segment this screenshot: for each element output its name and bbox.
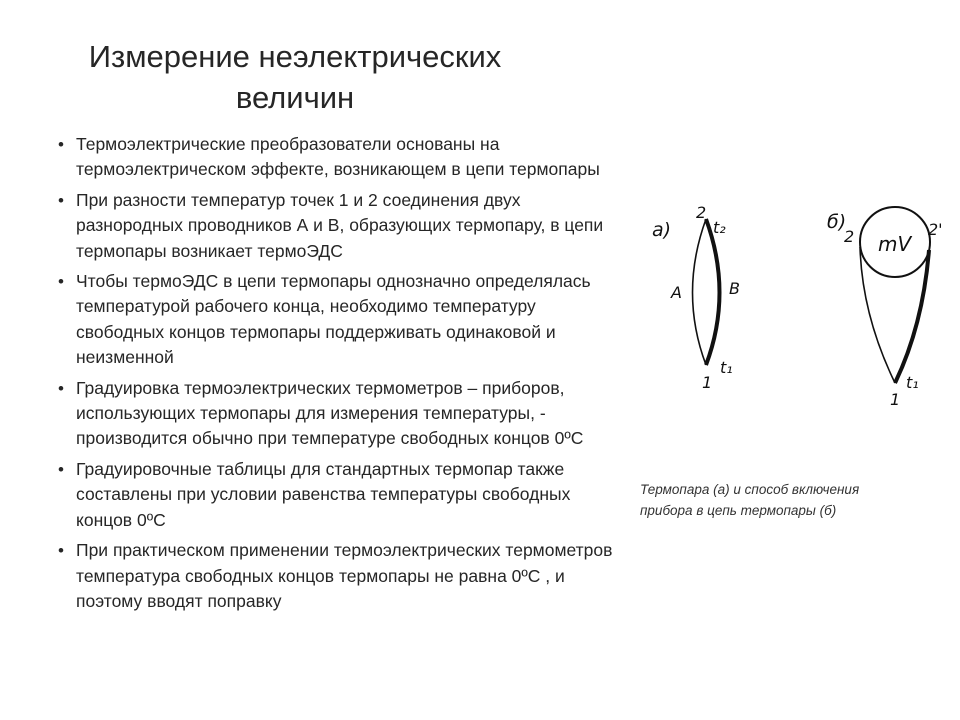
bullet-marker: •	[58, 541, 64, 561]
bullet-item	[58, 132, 628, 183]
slide-title-line-2: величин	[235, 80, 355, 115]
bullet-marker: •	[58, 459, 64, 479]
bullet-item	[58, 457, 628, 533]
bullet-text: Термоэлектрические преобразователи основаны на термоэлектрическом эффекте, возникающем в цепи термопары	[76, 134, 600, 180]
bullet-text: Градуировочные таблицы для стандартных термопар также составлены при условии равенства температуры свободных концов 0ºС	[76, 458, 571, 530]
junction-2-label: 2	[696, 203, 707, 222]
temp-t2-label: t₂	[713, 218, 726, 237]
bullet-text: Градуировка термоэлектрических термометров – приборов, использующих термопары для измерения температуры, - производится обычно при температуре свободных концов 0ºС	[76, 377, 584, 449]
junction-2-left-label: 2	[844, 227, 855, 246]
junction-2-right-label: 2'	[928, 220, 943, 239]
temp-t1-label: t₁	[720, 358, 733, 377]
wire-thick	[895, 250, 929, 383]
thermocouple-diagram	[640, 195, 950, 415]
bullet-text: Чтобы термоЭДС в цепи термопары однозначно определялась температурой рабочего конца, необходимо температуру свободных концов термопары поддерживать одинаковой и неизменной	[76, 271, 591, 368]
conductor-a	[693, 219, 707, 365]
wire-thin	[860, 247, 895, 383]
diagram-b-label: б)	[827, 211, 847, 233]
conductor-a-label: A	[671, 283, 682, 302]
figure-caption	[640, 479, 940, 521]
bullet-marker: •	[58, 190, 64, 210]
figure-caption-line-1: Термопара (а) и способ включения	[640, 482, 860, 497]
bullet-text: При разности температур точек 1 и 2 соединения двух разнородных проводников А и В, образующих термопару, в цепи термопары возникает термоЭДС	[76, 189, 604, 261]
thermocouple-figure	[640, 195, 950, 415]
bullet-item	[58, 538, 628, 614]
diagram-a	[652, 203, 740, 392]
bullet-marker: •	[58, 272, 64, 292]
slide-title	[60, 36, 530, 118]
bullet-item	[58, 269, 628, 371]
bullet-item	[58, 188, 628, 264]
junction-1-b-label: 1	[890, 390, 901, 409]
figure-caption-line-2: прибора в цепь термопары (б)	[640, 503, 837, 518]
conductor-b-label: B	[729, 279, 740, 298]
bullet-marker: •	[58, 378, 64, 398]
junction-1-label: 1	[702, 373, 713, 392]
bullet-item	[58, 376, 628, 452]
millivoltmeter-label: mV	[878, 232, 912, 256]
bullet-marker: •	[58, 135, 64, 154]
bullet-list	[58, 132, 628, 619]
diagram-b	[827, 207, 943, 409]
temp-t1-b-label: t₁	[906, 373, 919, 392]
slide-title-line-1: Измерение неэлектрических	[88, 39, 502, 74]
conductor-b	[706, 219, 720, 365]
diagram-a-label: а)	[652, 219, 672, 241]
bullet-text: При практическом применении термоэлектрических термометров температура свободных концов термопары не равна 0ºС , и поэтому вводят поправку	[76, 540, 613, 611]
